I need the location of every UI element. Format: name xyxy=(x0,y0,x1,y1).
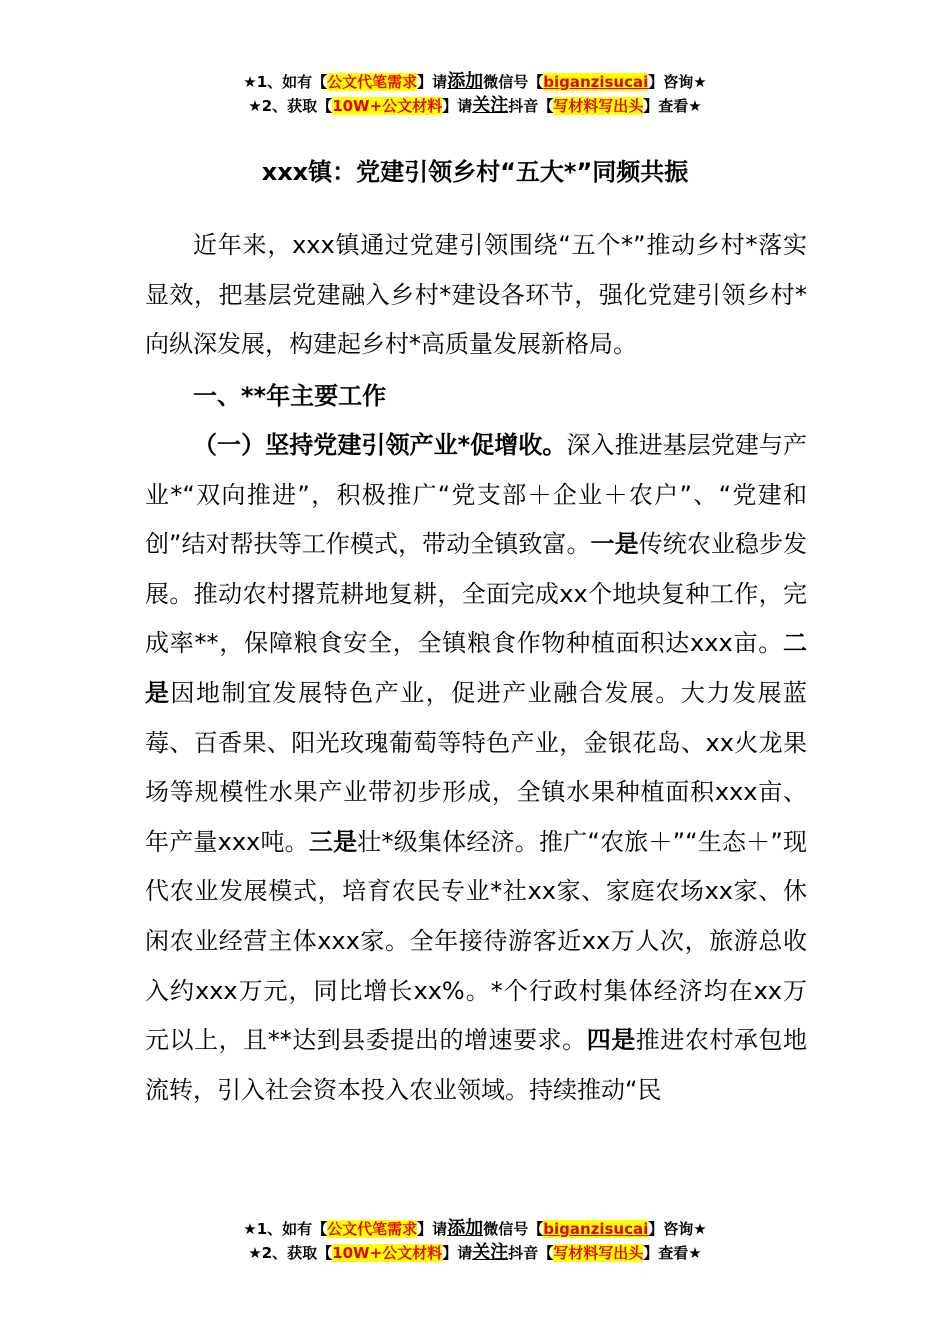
banner-emphasis: 关注 xyxy=(472,1242,509,1263)
banner-text: 微信号【 xyxy=(483,73,544,91)
paragraph-text: 传统农业稳步发展。推动农村撂荒耕地复耕，全面完成xx个地块复种工作，完成率**，保障粮食安全，全镇粮食作物种植面积达xxx亩。 xyxy=(145,530,808,658)
heading-text: 一、**年主要工作 xyxy=(193,382,387,410)
banner-text: 】请 xyxy=(417,73,448,91)
banner-text: 】请 xyxy=(442,1244,473,1262)
banner-text: 抖音【 xyxy=(508,1244,554,1262)
section-heading xyxy=(145,372,807,422)
banner-text: ★2、获取【 xyxy=(248,1244,333,1262)
banner-line-2 xyxy=(0,1241,950,1265)
highlight-ghostwriting: 公文代笔需求 xyxy=(327,73,418,91)
keyword-fourth: 四是 xyxy=(586,1026,636,1055)
wechat-id[interactable]: biganzisucai xyxy=(543,1220,649,1238)
highlight-ghostwriting: 公文代笔需求 xyxy=(327,1220,418,1238)
banner-emphasis: 添加 xyxy=(447,1218,484,1239)
banner-text: 】咨询★ xyxy=(648,1220,707,1238)
keyword-third: 三是 xyxy=(308,827,358,856)
paragraph-text: 推进农村承包地流转，引入社会资本投入农业领域。持续推动“民 xyxy=(145,1026,808,1104)
paragraph-text: 壮*级集体经济。推广“农旅＋”“生态＋”现代农业发展模式，培育农民专业*社xx家、家庭农场xx家、休闲农业经营主体xxx家。全年接待游客近xx万人次，旅游总收入约xxx万元，同比增长xx%。*个行政村集体经济均在xx万元以上，且**达到县委提出的增速要求。 xyxy=(145,827,808,1055)
banner-line-1 xyxy=(0,70,950,94)
banner-text: 微信号【 xyxy=(483,1220,544,1238)
document-title: xxx镇：党建引领乡村“五大*”同频共振 xyxy=(261,158,689,186)
douyin-account[interactable]: 写材料写出头 xyxy=(553,1244,644,1262)
keyword-first: 一是 xyxy=(590,530,639,559)
section-1-text xyxy=(145,421,807,1115)
wechat-id[interactable]: biganzisucai xyxy=(543,73,649,91)
banner-text: ★1、如有【 xyxy=(243,1220,328,1238)
banner-line-1 xyxy=(0,1217,950,1241)
banner-text: ★1、如有【 xyxy=(243,73,328,91)
banner-line-2 xyxy=(0,94,950,118)
paragraph-text: 因地制宜发展特色产业，促进产业融合发展。大力发展蓝莓、百香果、阳光玫瑰葡萄等特色产业，金银花岛、xx火龙果场等规模性水果产业带初步形成，全镇水果种植面积xxx亩、年产量xxx吨。 xyxy=(145,678,808,856)
paragraph-lead: （一）坚持党建引领产业*促增收。 xyxy=(193,431,567,459)
banner-text: 】请 xyxy=(417,1220,448,1238)
top-banner xyxy=(0,70,950,118)
keyword-second: 二是 xyxy=(145,629,807,707)
paragraph-text: 深入推进基层党建与产业*“双向推进”，积极推广“党支部＋企业＋农户”、“党建和创”结对帮扶等工作模式，带动全镇致富。 xyxy=(145,431,808,559)
highlight-materials: 10W+公文材料 xyxy=(332,97,443,115)
banner-text: 抖音【 xyxy=(508,97,554,115)
banner-text: 】咨询★ xyxy=(648,73,707,91)
banner-text: 】查看★ xyxy=(643,1244,702,1262)
intro-paragraph xyxy=(145,221,807,370)
banner-emphasis: 关注 xyxy=(472,95,509,116)
bottom-banner xyxy=(0,1217,950,1265)
banner-text: 】查看★ xyxy=(643,97,702,115)
douyin-account[interactable]: 写材料写出头 xyxy=(553,97,644,115)
highlight-materials: 10W+公文材料 xyxy=(332,1244,443,1262)
banner-emphasis: 添加 xyxy=(447,71,484,92)
section-1-paragraph xyxy=(145,421,807,1115)
banner-text: 】请 xyxy=(442,97,473,115)
intro-text: 近年来，xxx镇通过党建引领围绕“五个*”推动乡村*落实显效，把基层党建融入乡村*建设各环节，强化党建引领乡村*向纵深发展，构建起乡村*高质量发展新格局。 xyxy=(145,231,807,359)
banner-text: ★2、获取【 xyxy=(248,97,333,115)
